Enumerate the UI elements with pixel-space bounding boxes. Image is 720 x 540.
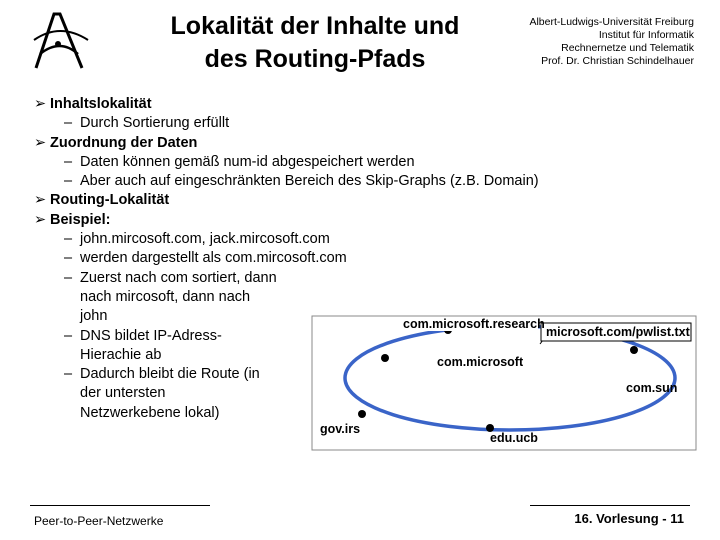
node-dot xyxy=(358,410,366,418)
node-label-gov-irs: gov.irs xyxy=(320,422,361,436)
dash-bullet-icon: – xyxy=(64,153,73,170)
arrow-bullet-icon: ➢ xyxy=(34,96,47,112)
node-label-com-microsoft: com.microsoft xyxy=(437,355,524,369)
node-dot xyxy=(381,354,389,362)
dash-bullet-icon: – xyxy=(64,250,73,267)
sub-bullet-text: Daten können gemäß num-id abgespeichert werden xyxy=(80,153,415,170)
bullet-text: Inhaltslokalität xyxy=(50,96,152,112)
arrow-bullet-icon: ➢ xyxy=(34,134,47,151)
dash-bullet-icon: – xyxy=(64,366,73,383)
dash-bullet-icon: – xyxy=(64,231,73,248)
sub-bullet-text: Dadurch bleibt die Route (in der untersten Netzwerkebene lokal) xyxy=(80,366,260,421)
institution-line: Albert-Ludwigs-Universität Freiburg xyxy=(529,16,694,28)
arrow-bullet-icon: ➢ xyxy=(34,192,47,209)
institution-line: Rechnernetze und Telematik xyxy=(561,42,694,54)
node-label-edu-ucb: edu.ucb xyxy=(490,431,538,445)
dash-bullet-icon: – xyxy=(64,327,73,344)
footer-course-name: Peer-to-Peer-Netzwerke xyxy=(34,514,164,528)
slide-title-line1: Lokalität der Inhalte und xyxy=(170,12,460,40)
institution-line: Prof. Dr. Christian Schindelhauer xyxy=(541,55,694,67)
node-label-research: com.microsoft.research xyxy=(403,317,545,331)
dash-bullet-icon: – xyxy=(64,269,73,286)
footer-divider xyxy=(530,505,690,506)
sub-bullet-text: john.mircosoft.com, jack.mircosoft.com xyxy=(80,231,330,248)
sub-bullet-text: werden dargestellt als com.mircosoft.com xyxy=(80,250,347,267)
bullet-text: Zuordnung der Daten xyxy=(50,134,198,151)
institution-line: Institut für Informatik xyxy=(598,29,694,41)
sub-bullet-text: Durch Sortierung erfüllt xyxy=(80,115,230,132)
node-dot xyxy=(630,346,638,354)
bullet-text: Beispiel: xyxy=(50,211,111,228)
footer-divider xyxy=(30,505,210,506)
bullet-text: Routing-Lokalität xyxy=(50,192,170,209)
ring-ellipse xyxy=(345,326,678,430)
footer-page-number: 16. Vorlesung - 11 xyxy=(574,511,684,526)
slide-title-line2: des Routing-Pfads xyxy=(204,45,426,73)
dash-bullet-icon: – xyxy=(64,173,73,190)
arrow-bullet-icon: ➢ xyxy=(34,211,47,228)
sub-bullet-text: Aber auch auf eingeschränkten Bereich des Skip-Graphs (z.B. Domain) xyxy=(80,173,539,190)
node-label-com-sun: com.sun xyxy=(626,381,678,395)
sub-bullet-text: DNS bildet IP-Adress-Hierachie ab xyxy=(80,327,222,363)
dash-bullet-icon: – xyxy=(64,115,73,132)
node-label-pwlist: microsoft.com/pwlist.txt xyxy=(546,325,690,339)
sub-bullet-text: Zuerst nach com sortiert, dann nach mircosoft, dann nach john xyxy=(80,269,277,325)
